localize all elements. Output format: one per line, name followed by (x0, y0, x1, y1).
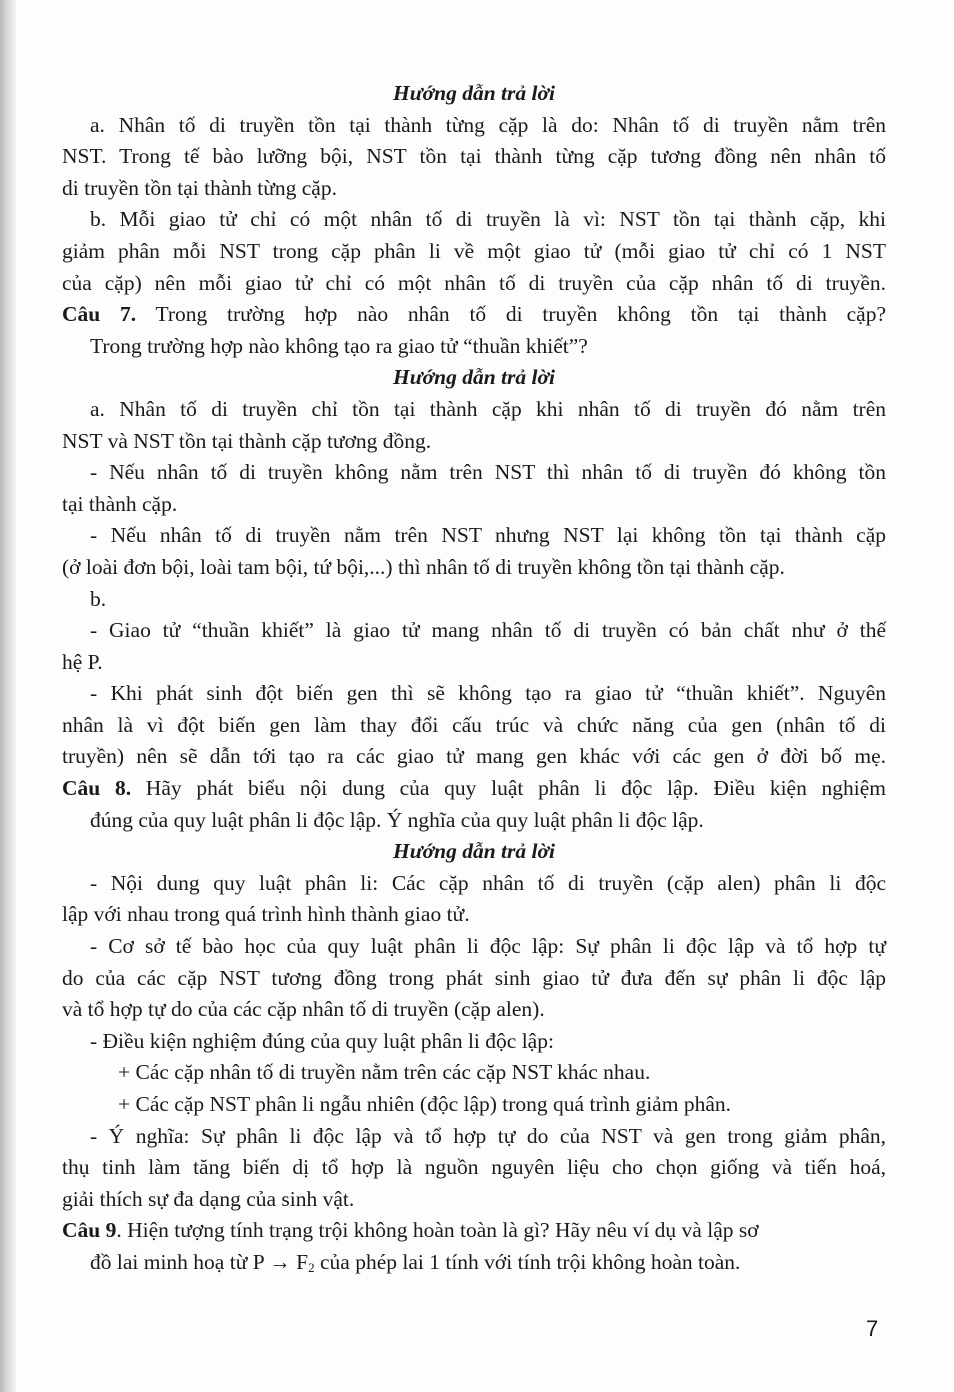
page-number: 7 (866, 1316, 879, 1341)
paragraph-line: - Nếu nhân tố di truyền không nằm trên NST thì nhân tố di truyền đó không tồn (90, 460, 886, 485)
question-8 (62, 773, 886, 805)
paragraph-line: - Điều kiện nghiệm đúng của quy luật phân li độc lập: (90, 1028, 554, 1053)
paragraph-line: thụ tinh làm tăng biến dị tổ hợp là nguồn nguyên liệu cho chọn giống và tiến hoá, (62, 1155, 886, 1180)
paragraph-line: hệ P. (62, 649, 103, 674)
question-7-cont: Trong trường hợp nào không tạo ra giao tử “thuần khiết”? (90, 333, 588, 358)
paragraph-line: nhân là vì đột biến gen làm thay đổi cấu trúc và chức năng của gen (nhân tố di (62, 712, 886, 737)
question-text: . Hiện tượng tính trạng trội không hoàn toàn là gì? Hãy nêu ví dụ và lập sơ (116, 1218, 759, 1243)
question-7 (62, 299, 886, 331)
paragraph-line: giải thích sự đa dạng của sinh vật. (62, 1186, 355, 1211)
paragraph-line: - Khi phát sinh đột biến gen thì sẽ không tạo ra giao tử “thuần khiết”. Nguyên (90, 681, 886, 706)
paragraph-line: - Nội dung quy luật phân li: Các cặp nhân tố di truyền (cặp alen) phân li độc (90, 870, 886, 895)
paragraph-line: - Giao tử “thuần khiết” là giao tử mang nhân tố di truyền có bản chất như ở thế (90, 618, 886, 643)
bullet-line: + Các cặp NST phân li ngẫu nhiên (độc lập) trong quá trình giảm phân. (118, 1092, 731, 1116)
paragraph-line: NST. Trong tế bào lưỡng bội, NST tồn tại thành từng cặp tương đồng nên nhân tố (62, 144, 886, 169)
answer-heading: Hướng dẫn trả lời (392, 81, 555, 105)
paragraph-line: giảm phân mỗi NST trong cặp phân li về một giao tử (mỗi giao tử chỉ có 1 NST (62, 238, 886, 263)
question-9 (62, 1215, 886, 1247)
question-text: của phép lai 1 tính với tính trội không hoàn toàn. (314, 1249, 741, 1274)
paragraph-line: a. Nhân tố di truyền chỉ tồn tại thành cặp khi nhân tố di truyền đó nằm trên (90, 396, 886, 421)
paragraph-line: - Nếu nhân tố di truyền nằm trên NST nhưng NST lại không tồn tại thành cặp (90, 523, 886, 548)
paragraph-line: di truyền tồn tại thành từng cặp. (62, 175, 337, 200)
bullet-line: + Các cặp nhân tố di truyền nằm trên các cặp NST khác nhau. (118, 1060, 651, 1085)
paragraph-line: (ở loài đơn bội, loài tam bội, tứ bội,...) thì nhân tố di truyền không tồn tại thành cặp. (62, 554, 785, 579)
paragraph-line: và tổ hợp tự do của các cặp nhân tố di truyền (cặp alen). (62, 997, 545, 1022)
question-9-cont (62, 1247, 886, 1279)
answer-heading: Hướng dẫn trả lời (392, 839, 555, 864)
answer-heading: Hướng dẫn trả lời (392, 365, 555, 390)
question-8-cont: đúng của quy luật phân li độc lập. Ý nghĩa của quy luật phân li độc lập. (90, 807, 704, 832)
question-text: đồ lai minh hoạ từ P → F (90, 1249, 309, 1274)
paragraph-line: do của các cặp NST tương đồng trong phát sinh giao tử đưa đến sự phân li độc lập (62, 965, 886, 990)
paragraph-line: NST và NST tồn tại thành cặp tương đồng. (62, 428, 432, 453)
paragraph-line: của cặp) nên mỗi giao tử chỉ có một nhân tố di truyền của cặp nhân tố di truyền. (62, 270, 886, 295)
paragraph-line: b. Mỗi giao tử chỉ có một nhân tố di truyền là vì: NST tồn tại thành cặp, khi (90, 207, 886, 232)
question-label: Câu 9 (62, 1218, 117, 1243)
paragraph-line: - Ý nghĩa: Sự phân li độc lập và tổ hợp tự do của NST và gen trong giảm phân, (90, 1123, 886, 1148)
book-page (62, 78, 886, 1279)
question-text: Hãy phát biểu nội dung của quy luật phân li độc lập. Điều kiện nghiệm (145, 776, 887, 801)
paragraph-line: b. (90, 586, 107, 611)
question-text: Trong trường hợp nào nhân tố di truyền không tồn tại thành cặp? (155, 302, 886, 327)
subscript: 2 (308, 1259, 315, 1275)
paragraph-line: lập với nhau trong quá trình hình thành giao tử. (62, 902, 470, 927)
paragraph-line: - Cơ sở tế bào học của quy luật phân li độc lập: Sự phân li độc lập và tổ hợp tự (90, 934, 886, 959)
question-label: Câu 7. (62, 302, 137, 327)
paragraph-line: a. Nhân tố di truyền tồn tại thành từng cặp là do: Nhân tố di truyền nằm trên (90, 112, 886, 137)
page-edge-shadow (0, 0, 16, 1392)
question-label: Câu 8. (62, 776, 132, 801)
paragraph-line: truyền) nên sẽ dẫn tới tạo ra các giao tử mang gen khác với các gen ở đời bố mẹ. (62, 744, 886, 769)
paragraph-line: tại thành cặp. (62, 491, 178, 516)
